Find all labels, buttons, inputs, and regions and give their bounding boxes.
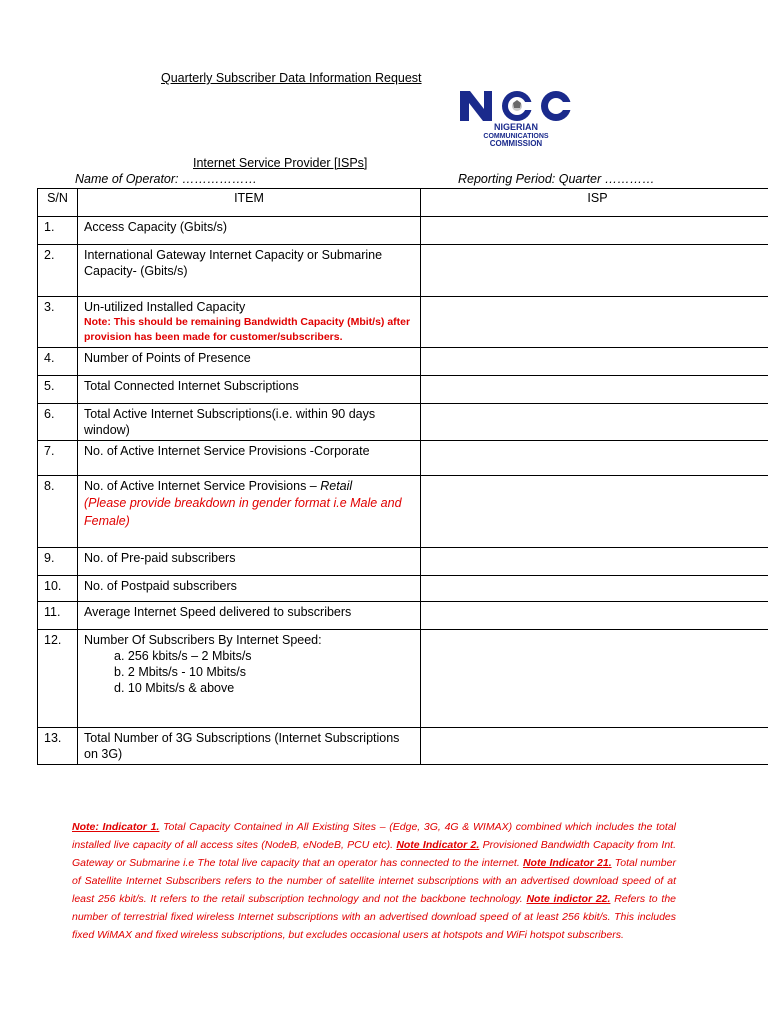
table-row <box>38 576 768 602</box>
speed-band-item: a. 256 kbits/s – 2 Mbits/s <box>114 649 252 663</box>
table-row <box>38 376 768 404</box>
table-row <box>38 548 768 576</box>
row-note: Note: This should be remaining Bandwidth Capacity (Mbit/s) after provision has been made for customer/subscribers. <box>84 316 411 343</box>
isp-cell[interactable] <box>421 441 768 476</box>
isp-cell[interactable] <box>421 548 768 576</box>
speed-band-item: b. 2 Mbits/s - 10 Mbits/s <box>114 665 246 679</box>
isp-cell[interactable] <box>421 348 768 376</box>
isp-cell[interactable] <box>421 245 768 297</box>
note-indicator-1-label: Note: Indicator 1. <box>72 821 160 833</box>
row-sn: 9. <box>38 548 78 576</box>
page-title: Quarterly Subscriber Data Information Request <box>161 71 422 85</box>
row-sn: 2. <box>38 245 78 297</box>
table-row <box>38 441 768 476</box>
row-item: No. of Active Internet Service Provisions -Corporate <box>78 441 421 476</box>
row-sn: 12. <box>38 630 78 728</box>
row-sn: 4. <box>38 348 78 376</box>
row-sn: 10. <box>38 576 78 602</box>
isp-cell[interactable] <box>421 630 768 728</box>
header-sn: S/N <box>38 189 78 217</box>
row-item: Total Number of 3G Subscriptions (Internet Subscriptions on 3G) <box>78 728 421 765</box>
note-indicator-2-label: Note Indicator 2. <box>396 839 480 851</box>
speed-band-item: d. 10 Mbits/s & above <box>114 681 235 695</box>
data-request-table <box>37 188 768 765</box>
row-item: Number Of Subscribers By Internet Speed: <box>84 633 322 647</box>
row-sn: 13. <box>38 728 78 765</box>
isp-cell[interactable] <box>421 297 768 348</box>
isp-cell[interactable] <box>421 404 768 441</box>
row-sn: 6. <box>38 404 78 441</box>
row-item-cell <box>78 476 421 548</box>
row-item: Total Active Internet Subscriptions(i.e. within 90 days window) <box>78 404 421 441</box>
note-indicator-1-text: Total Capacity Contained in All Existing Sites – (Edge, 3G, 4G & WIMAX) combined which includes the total installed live capacity of all access sites (NodeB, eNodeB, PCU etc). <box>72 821 676 851</box>
header-isp: ISP <box>421 189 768 217</box>
table-row <box>38 728 768 765</box>
row-item: Un-utilized Installed Capacity <box>84 300 246 314</box>
table-row <box>38 404 768 441</box>
row-sn: 11. <box>38 602 78 630</box>
isp-cell[interactable] <box>421 376 768 404</box>
row-item: No. of Pre-paid subscribers <box>78 548 421 576</box>
note-indicator-21-text: Total number of Satellite Internet Subscribers refers to the number of satellite internet subscriptions with an advertised download speed of at least 256 kbit/s. It refers to the retail subscription technology and not the backbone technology. <box>72 857 676 905</box>
row-item: No. of Postpaid subscribers <box>78 576 421 602</box>
row-sn: 3. <box>38 297 78 348</box>
table-row <box>38 297 768 348</box>
note-indicator-22-text: Refers to the number of terrestrial fixed wireless Internet subscriptions with an advertised download speed of at least 256 kbit/s. This includes fixed WiMAX and fixed wireless subscriptions, but excludes occasional users at hotspots and WiFi hotspot subscribers. <box>72 893 677 941</box>
isp-cell[interactable] <box>421 217 768 245</box>
reporting-period-field: Reporting Period: Quarter ………… <box>458 172 655 186</box>
row-item: Access Capacity (Gbits/s) <box>78 217 421 245</box>
table-row <box>38 217 768 245</box>
row-sn: 5. <box>38 376 78 404</box>
row-sn: 8. <box>38 476 78 548</box>
table-row <box>38 245 768 297</box>
table-row <box>38 630 768 728</box>
ncc-logo <box>456 89 580 149</box>
table-header-row <box>38 189 768 217</box>
row-item: Number of Points of Presence <box>78 348 421 376</box>
row-sn: 7. <box>38 441 78 476</box>
logo-line2: COMMUNICATIONS <box>483 133 549 140</box>
note-indicator-21-label: Note Indicator 21. <box>522 857 612 869</box>
isp-cell[interactable] <box>421 728 768 765</box>
row-item-cell <box>78 297 421 348</box>
table-row <box>38 476 768 548</box>
operator-name-field: Name of Operator: ……………… <box>75 172 257 186</box>
header-item: ITEM <box>78 189 421 217</box>
table-row <box>38 602 768 630</box>
note-indicator-22-label: Note indictor 22. <box>526 893 611 905</box>
footnote <box>72 818 676 944</box>
isp-cell[interactable] <box>421 576 768 602</box>
note-indicator-2-text: Provisioned Bandwidth Capacity from Int. Gateway or Submarine i.e The total live capacity that an operator has connected to the internet. <box>72 839 677 869</box>
row-item: Average Internet Speed delivered to subscribers <box>78 602 421 630</box>
row-note: (Please provide breakdown in gender format i.e Male and Female) <box>84 496 402 528</box>
page-subtitle: Internet Service Provider [ISPs] <box>193 156 368 170</box>
row-item-cell <box>78 630 421 728</box>
row-item: Total Connected Internet Subscriptions <box>78 376 421 404</box>
logo-line3: COMMISSION <box>489 139 543 148</box>
row-sn: 1. <box>38 217 78 245</box>
row-item-retail: Retail <box>320 479 353 493</box>
isp-cell[interactable] <box>421 476 768 548</box>
row-item: International Gateway Internet Capacity or Submarine Capacity- (Gbits/s) <box>78 245 421 297</box>
row-item: No. of Active Internet Service Provisions – <box>84 479 321 493</box>
isp-cell[interactable] <box>421 602 768 630</box>
logo-line1: NIGERIAN <box>493 122 539 132</box>
table-row <box>38 348 768 376</box>
